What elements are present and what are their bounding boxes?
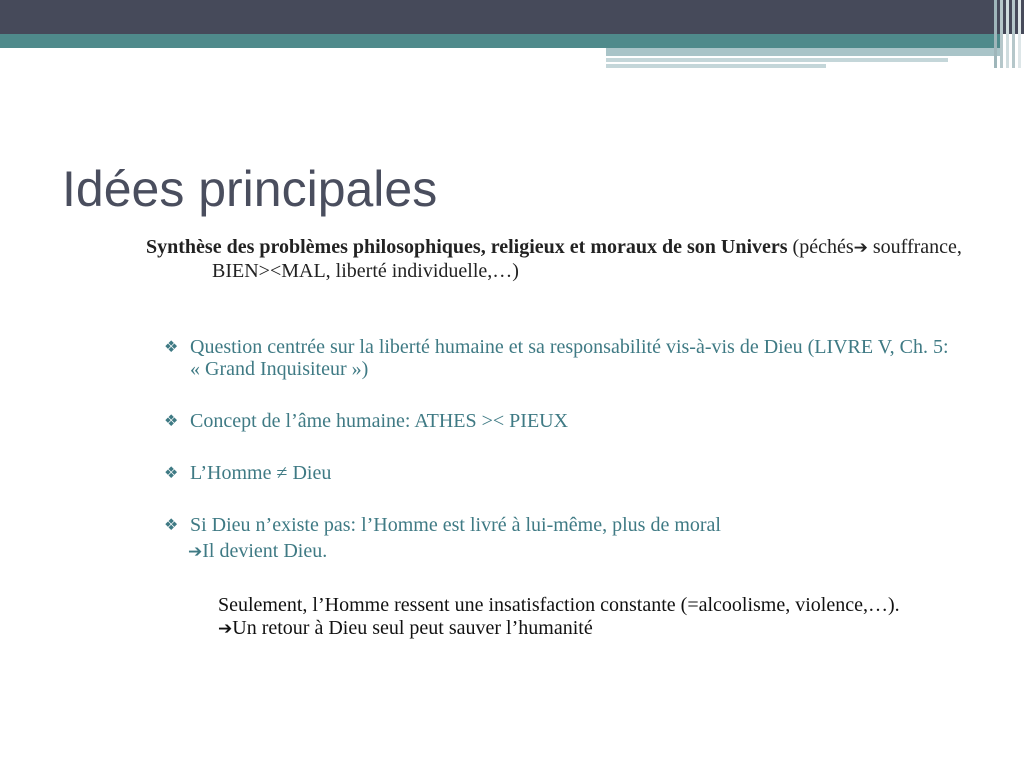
conclusion-block xyxy=(218,594,918,641)
slide-title: Idées principales xyxy=(62,161,438,217)
synthese-bold-text: Synthèse des problèmes philosophiques, religieux et moraux de son Univers xyxy=(146,236,788,258)
synthese-paren-text: (péchés xyxy=(787,236,854,258)
right-arrow-icon: ➔ xyxy=(188,542,203,562)
synthese-after-arrow-text: souffrance, BIEN><MAL, liberté individuelle,…) xyxy=(212,236,962,282)
conclusion-line-1: Seulement, l’Homme ressent une insatisfaction constante (=alcoolisme, violence,…). xyxy=(218,594,900,616)
diamond-bullet-icon: ❖ xyxy=(164,515,179,534)
header-dark-band xyxy=(0,0,1024,34)
header-light-line-short xyxy=(606,64,826,68)
bullet-text: L’Homme ≠ Dieu xyxy=(190,462,332,484)
list-item xyxy=(164,514,950,536)
header-right-strips xyxy=(994,0,1024,68)
bullet-text: Concept de l’âme humaine: ATHES >< PIEUX xyxy=(190,410,569,432)
diamond-bullet-icon: ❖ xyxy=(164,411,179,430)
bullet-sub-text: Il devient Dieu. xyxy=(202,540,328,562)
bullet-text: Question centrée sur la liberté humaine et sa responsabilité vis-à-vis de Dieu (LIVRE V, Ch. 5: « Grand Inquisiteur ») xyxy=(190,336,949,380)
header-light-line xyxy=(606,58,948,62)
conclusion-line-2 xyxy=(218,617,918,641)
bullet-sub-line xyxy=(188,540,327,563)
synthese-paragraph xyxy=(146,236,1012,283)
right-arrow-icon: ➔ xyxy=(853,238,868,258)
header-teal-band xyxy=(0,34,1000,48)
right-arrow-icon: ➔ xyxy=(218,619,233,639)
header-light-band xyxy=(606,48,1000,56)
diamond-bullet-icon: ❖ xyxy=(164,337,179,356)
list-item xyxy=(164,336,950,380)
conclusion-line-2-text: Un retour à Dieu seul peut sauver l’humanité xyxy=(232,617,593,639)
diamond-bullet-icon: ❖ xyxy=(164,463,179,482)
list-item xyxy=(164,462,950,484)
bullet-text: Si Dieu n’existe pas: l’Homme est livré à lui-même, plus de moral xyxy=(190,514,721,536)
list-item xyxy=(164,410,950,432)
